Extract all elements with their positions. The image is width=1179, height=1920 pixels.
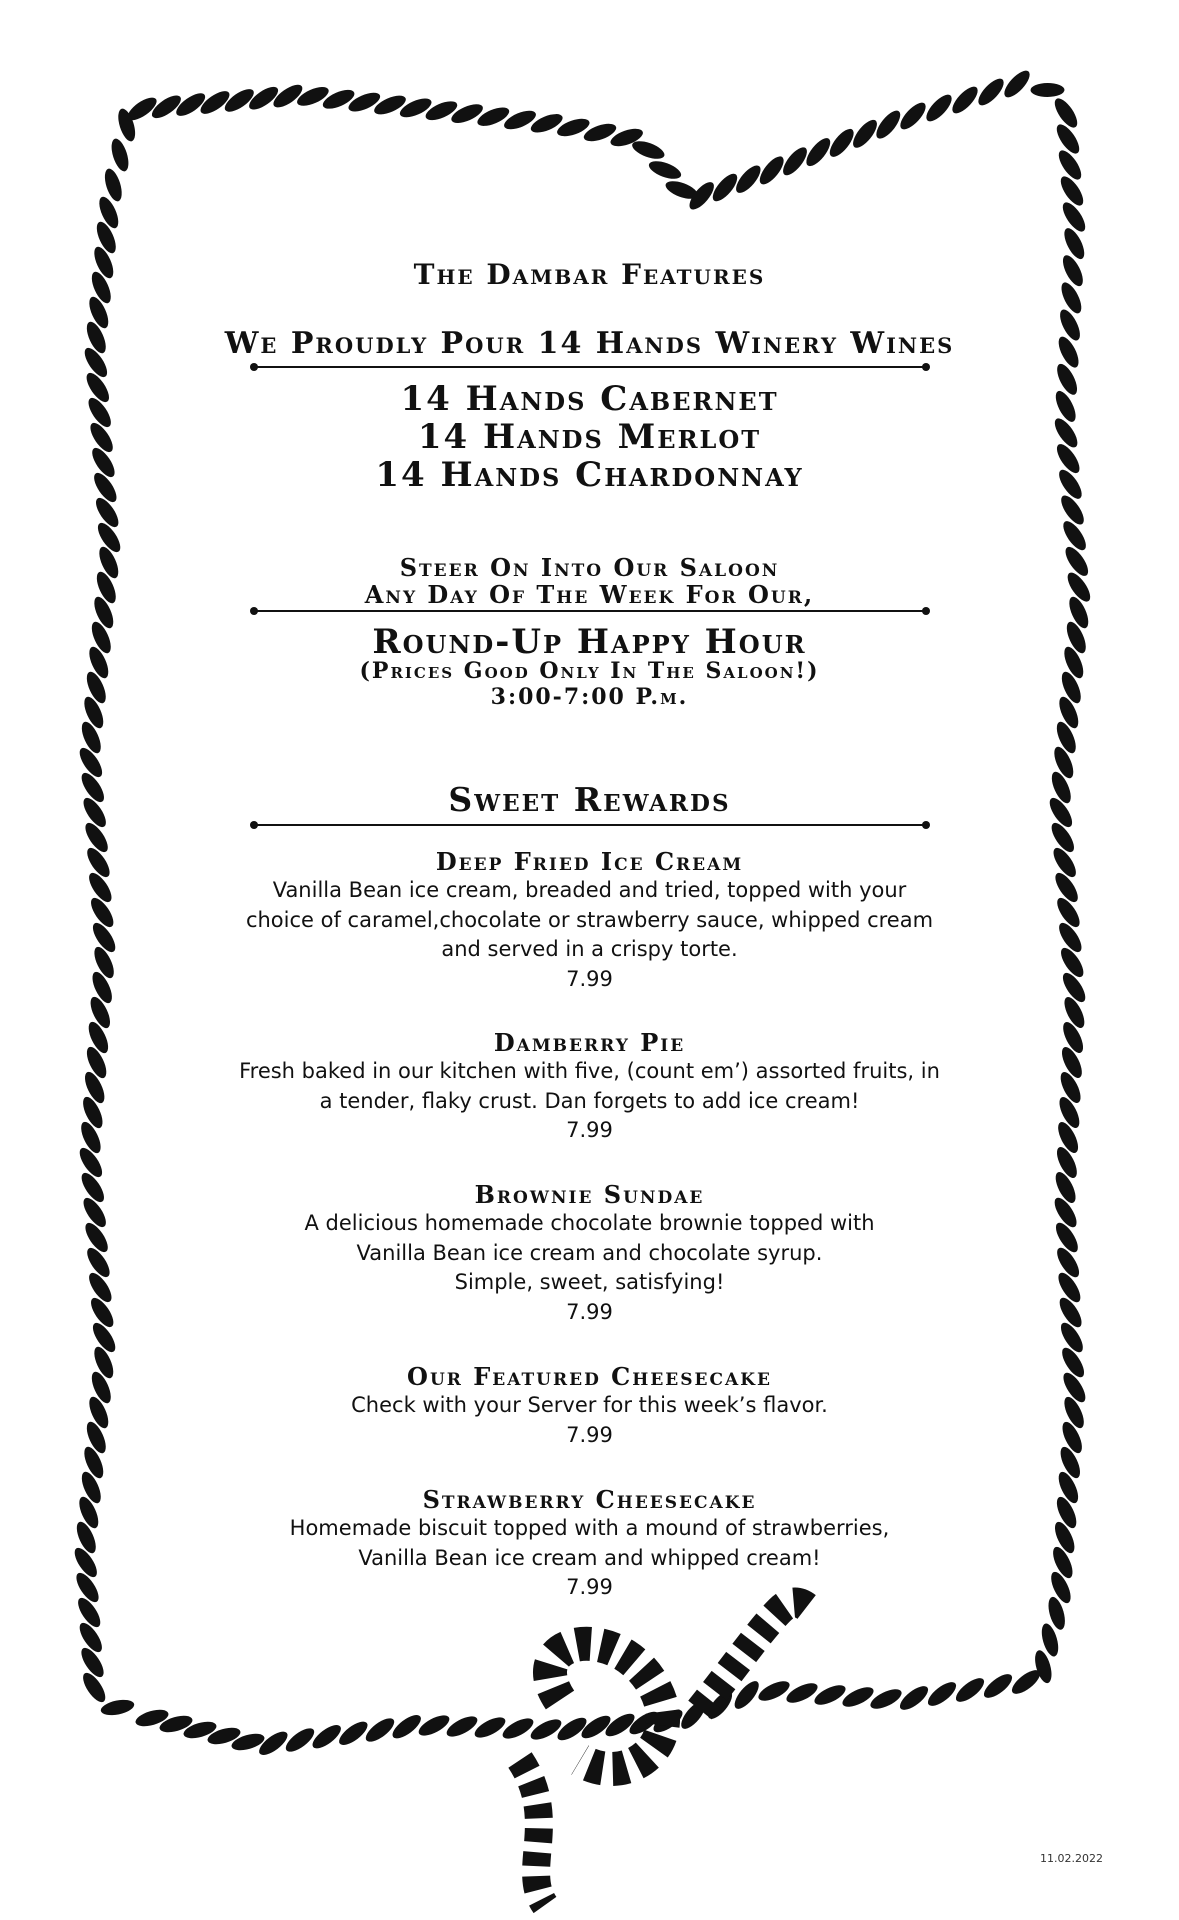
desserts-title: Sweet Rewards: [448, 780, 731, 819]
dessert-item: [200, 1485, 979, 1602]
dessert-description: Simple, sweet, satisfying!: [454, 1270, 725, 1294]
rope-twist: [82, 370, 113, 406]
rope-twist: [1061, 543, 1092, 579]
rope-twist: [647, 158, 684, 183]
divider-rule: [250, 360, 930, 374]
dessert-price: 7.99: [566, 1575, 613, 1599]
rope-twist: [1059, 970, 1090, 1006]
rope-twist: [1050, 1194, 1080, 1230]
dessert-name: Strawberry Cheesecake: [422, 1485, 757, 1514]
rope-twist: [980, 1670, 1015, 1702]
rope-twist: [90, 470, 121, 506]
rope-twist: [87, 895, 118, 931]
rope-twist: [1051, 415, 1082, 451]
rope-twist: [1053, 1244, 1083, 1280]
rope-twist: [630, 138, 667, 163]
rope-twist: [88, 445, 119, 481]
print-date: 11.02.2022: [1040, 1852, 1103, 1865]
wine-item: 14 Hands Cabernet: [400, 379, 779, 419]
rope-twist: [83, 845, 114, 881]
dessert-price: 7.99: [566, 1422, 613, 1447]
features-title: The Dambar Features: [413, 258, 766, 291]
happy-hour-note: (Prices Good Only In The Saloon!): [359, 658, 820, 684]
rope-twist: [389, 1711, 425, 1743]
dessert-name: Deep Fried Ice Cream: [435, 847, 744, 876]
rope-twist: [952, 1674, 987, 1706]
rope-twist: [1047, 820, 1078, 856]
dessert-description: and served in a crispy torte.: [441, 937, 738, 961]
rope-twist: [872, 107, 904, 142]
happy-hour-title: Round-Up Happy Hour: [372, 622, 807, 662]
rope-twist: [1055, 466, 1086, 502]
rope-twist: [1059, 518, 1090, 554]
rope-twist: [896, 1682, 931, 1714]
rope-twist: [362, 1714, 398, 1746]
rope-twist: [83, 1245, 114, 1281]
rope-twist: [826, 125, 858, 160]
rope-twist: [1055, 920, 1086, 956]
rope-twist: [1053, 121, 1084, 157]
rope-twist: [802, 134, 834, 169]
dessert-description: Check with your Server for this week’s flavor.: [351, 1393, 828, 1417]
dessert-description: Fresh baked in our kitchen with five, (count em’) assorted fruits, in: [239, 1059, 940, 1083]
rope-twist: [1051, 870, 1082, 906]
rope-twist: [76, 1145, 107, 1181]
dessert-name: Damberry Pie: [493, 1028, 686, 1057]
rope-twist: [922, 91, 955, 125]
dessert-description: Vanilla Bean ice cream and whipped cream!: [358, 1545, 821, 1570]
dessert-description: Homemade biscuit topped with a mound of strawberries,: [289, 1516, 890, 1540]
rope-twist: [1055, 147, 1086, 183]
rope-twist: [76, 1619, 107, 1655]
rope-twist: [1030, 83, 1064, 97]
intro-line: Any Day Of The Week For Our,: [364, 580, 815, 609]
dessert-description: Vanilla Bean ice cream, breaded and tried, topped with your: [272, 878, 907, 902]
rope-twist: [416, 1711, 453, 1739]
intro-line: Steer On Into Our Saloon: [399, 553, 780, 582]
rope-twist: [92, 495, 123, 531]
rope-twist: [85, 1270, 116, 1306]
wine-pour-title: We Proudly Pour 14 Hands Winery Wines: [224, 326, 955, 361]
dessert-item: [200, 847, 979, 994]
happy-hour-details: [200, 658, 979, 710]
rope-twist: [87, 1295, 118, 1331]
dessert-description: Vanilla Bean ice cream and chocolate syrup.: [356, 1240, 823, 1265]
rope-twist: [89, 920, 120, 956]
rope-twist: [79, 1195, 110, 1231]
wine-item: 14 Hands Merlot: [417, 417, 762, 457]
rope-twist: [779, 144, 811, 179]
rope-twist: [1054, 1269, 1084, 1305]
rope-twist: [1053, 895, 1084, 931]
rope-twist: [1051, 95, 1082, 131]
rope-twist: [974, 75, 1007, 109]
rope-twist: [71, 1544, 102, 1580]
rope-twist: [94, 520, 125, 556]
rope-twist: [85, 870, 116, 906]
rope-twist: [948, 83, 981, 117]
rope-twist: [1008, 1666, 1043, 1698]
rope-twist: [84, 395, 115, 431]
rope-twist: [444, 1712, 481, 1740]
dessert-price: 7.99: [566, 1118, 613, 1142]
dessert-item: [200, 1028, 979, 1145]
rope-twist: [336, 1717, 372, 1749]
rope-twist: [99, 1697, 135, 1718]
rope-twist: [1053, 441, 1084, 477]
rope-twist: [72, 1569, 103, 1605]
dessert-item: [200, 1180, 979, 1327]
rope-twist: [86, 420, 117, 456]
rope-twist: [1057, 1319, 1087, 1355]
rope-twist: [89, 1320, 120, 1356]
rope-twist: [1052, 1219, 1082, 1255]
rope-twist: [1000, 67, 1033, 101]
rope-twist: [1063, 569, 1094, 605]
rope-twist: [849, 116, 881, 151]
rope-twist: [500, 1714, 537, 1742]
divider-rule: [250, 818, 930, 832]
rope-twist: [1046, 795, 1077, 831]
wine-list: [200, 380, 979, 494]
rope-twist: [924, 1678, 959, 1710]
rope-twist: [81, 345, 112, 381]
dessert-description: A delicious homemade chocolate brownie topped with: [304, 1211, 875, 1235]
rope-twist: [1049, 845, 1080, 881]
rope-twist: [1057, 492, 1088, 528]
rope-twist: [731, 1677, 763, 1712]
dessert-description: choice of caramel,chocolate or strawberry sauce, whipped cream: [245, 907, 934, 932]
rope-twist: [79, 1669, 110, 1705]
rope-twist: [77, 1170, 108, 1206]
rope-twist: [79, 795, 110, 831]
dessert-price: 7.99: [566, 966, 613, 991]
happy-hour-hours: 3:00-7:00 P.m.: [490, 684, 689, 710]
rope-twist: [76, 745, 107, 781]
rope-twist: [74, 1594, 105, 1630]
rope-twist: [1059, 1369, 1089, 1405]
rope-twist: [81, 1220, 112, 1256]
rope-twist: [108, 137, 132, 174]
wine-item: 14 Hands Chardonnay: [375, 455, 804, 495]
rope-twist: [472, 1713, 509, 1741]
rope-twist: [77, 1644, 108, 1680]
dessert-price: 7.99: [566, 1299, 613, 1324]
rope-knot-icon: [520, 1603, 810, 1906]
dessert-description: a tender, flaky crust. Dan forgets to add ice cream!: [319, 1088, 860, 1113]
happy-hour-intro: [200, 554, 979, 608]
rope-twist: [1058, 1344, 1088, 1380]
rope-twist: [1057, 173, 1088, 209]
dessert-item: [200, 1362, 979, 1450]
rope-twist: [309, 1721, 345, 1753]
rope-twist: [1059, 199, 1090, 235]
rope-twist: [1057, 945, 1088, 981]
rope-twist: [77, 770, 108, 806]
rope-twist: [1055, 1294, 1085, 1330]
rope-twist: [282, 1724, 318, 1756]
dessert-name: Brownie Sundae: [474, 1180, 705, 1209]
rope-twist: [81, 820, 112, 856]
dessert-name: Our Featured Cheesecake: [407, 1362, 772, 1391]
rope-twist: [896, 99, 929, 133]
divider-rule: [250, 604, 930, 618]
